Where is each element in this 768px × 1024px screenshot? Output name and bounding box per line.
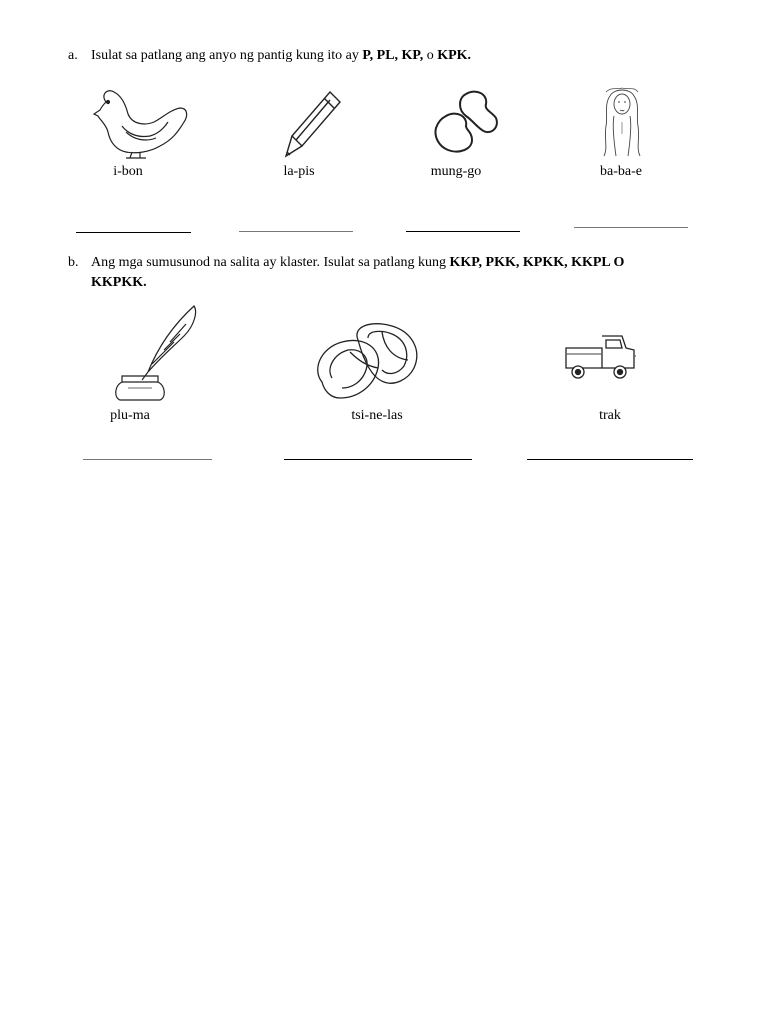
quill-and-inkwell-icon	[112, 302, 200, 402]
section-b-text-prefix: Ang mga sumusunod na salita ay klaster. Isulat sa patlang kung	[91, 255, 450, 270]
word-plu-ma: plu-ma	[110, 408, 150, 423]
answer-line-trak[interactable]	[527, 459, 693, 460]
word-trak: trak	[599, 408, 621, 423]
mung-beans-icon	[432, 88, 502, 156]
section-a-bold-2: KPK.	[437, 48, 472, 63]
word-la-pis: la-pis	[283, 164, 315, 179]
truck-icon	[562, 326, 638, 382]
section-b-bold-2: KKPKK.	[91, 275, 147, 290]
section-a-text	[91, 46, 691, 66]
pencil-icon	[284, 90, 344, 160]
word-ba-ba-e: ba-ba-e	[600, 164, 642, 179]
section-a-text-prefix: Isulat sa patlang ang anyo ng pantig kung ito ay	[91, 48, 363, 63]
section-b-bold-1: KKP, PKK, KPKK, KKPL O	[449, 255, 625, 270]
answer-line-ba-ba-e[interactable]	[574, 227, 688, 228]
word-i-bon: i-bon	[113, 164, 143, 179]
answer-line-la-pis[interactable]	[239, 231, 353, 232]
word-tsi-ne-las: tsi-ne-las	[351, 408, 403, 423]
answer-line-mung-go[interactable]	[406, 231, 520, 232]
bird-icon	[92, 88, 190, 162]
section-a-text-mid: o	[423, 48, 438, 63]
woman-icon	[600, 86, 644, 158]
answer-line-tsi-ne-las[interactable]	[284, 459, 472, 460]
section-b-text	[91, 253, 691, 293]
answer-line-i-bon[interactable]	[76, 232, 191, 233]
section-a-marker: a.	[68, 48, 78, 63]
answer-line-plu-ma[interactable]	[83, 459, 212, 460]
section-a-bold-1: P, PL, KP,	[362, 48, 424, 63]
section-b-marker: b.	[68, 255, 79, 270]
word-mung-go: mung-go	[430, 164, 482, 179]
slippers-icon	[312, 322, 424, 404]
